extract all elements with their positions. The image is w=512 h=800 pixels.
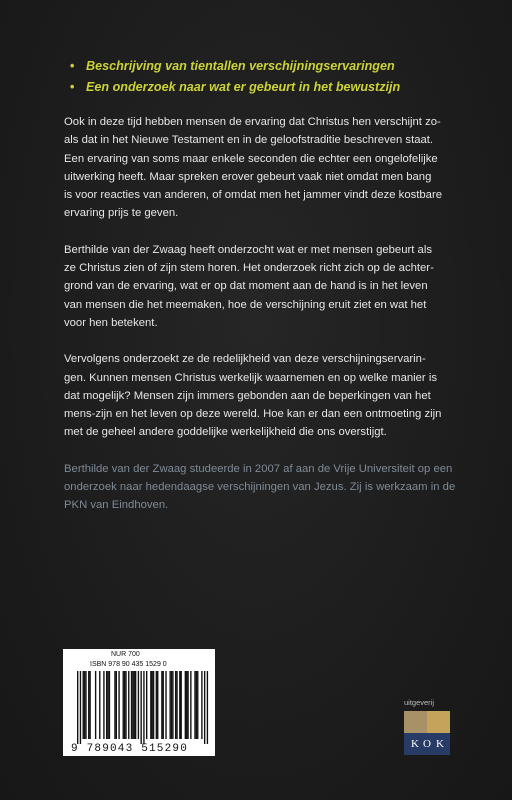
paragraph-reasonableness: Vervolgens onderzoekt ze de redelijkheid van deze verschijningservarin- gen. Kunnen mensen Christus werkelijk waarnemen en op welke manier is dat mogelijk? Mensen zijn immers gebonden aan de beperkingen van het mens-zijn en het leven op deze wereld. Hoe kan er dan een ontmoeting zijn met de geheel andere goddelijke werkelijkheid die ons overstijgt.	[64, 353, 442, 439]
barcode-bar	[187, 671, 188, 739]
bullet-marker: •	[70, 59, 75, 73]
barcode-bar	[140, 671, 141, 744]
barcode-bar	[114, 671, 115, 739]
barcode-bar	[123, 671, 124, 739]
barcode-bar	[194, 671, 195, 739]
barcode-bar	[204, 671, 205, 744]
barcode-bar	[95, 671, 96, 739]
bullet-text: Beschrijving van tientallen verschijningservaringen	[86, 59, 395, 73]
barcode-bar	[153, 671, 154, 739]
barcode-bar	[138, 671, 139, 739]
barcode-bar	[186, 671, 187, 739]
barcode-bar	[107, 671, 108, 739]
logo-letter: K	[411, 738, 419, 750]
barcode-bar	[118, 671, 119, 739]
barcode-bar	[89, 671, 90, 739]
barcode-bar	[171, 671, 172, 739]
author-bio: Berthilde van der Zwaag studeerde in 2007 af aan de Vrije Universiteit op een onderzoek naar hedendaagse verschijningen van Jezus. Zij is werkzaam in de PKN van Eindhoven.	[64, 462, 456, 512]
barcode-bar	[88, 671, 89, 739]
barcode-bar	[169, 671, 170, 739]
barcode-bar	[85, 671, 86, 739]
barcode-bar	[135, 671, 136, 739]
paragraph-research: Berthilde van der Zwaag heeft onderzocht wat er met mensen gebeurt als ze Christus zien of zijn stem horen. Het onderzoek richt zich op de achter- grond van de ervaring, wat er op dat moment aan de hand is in het leven van mensen die het meemaken, hoe de verschijning eruit ziet en wat het voor hen betekent.	[64, 243, 434, 329]
logo-letter: K	[436, 738, 444, 750]
logo-block-gold	[427, 711, 450, 733]
barcode-bar	[196, 671, 197, 739]
barcode-bar	[152, 671, 153, 739]
bullet-item	[70, 77, 490, 98]
barcode-bar	[83, 671, 84, 739]
barcode-bar	[190, 671, 191, 739]
barcode-bar	[176, 671, 177, 739]
barcode-digits: 9 789043 515290	[71, 743, 189, 755]
highlight-bullets	[70, 56, 490, 98]
bullet-item	[70, 56, 490, 77]
barcode-bar	[77, 671, 78, 744]
barcode-bar	[103, 671, 104, 739]
kok-logo-icon	[404, 711, 450, 755]
blurb	[64, 113, 476, 533]
barcode-bar	[132, 671, 133, 739]
barcode-bar	[172, 671, 173, 739]
barcode-bar	[185, 671, 186, 739]
barcode-bar	[181, 671, 182, 739]
barcode-bar	[80, 671, 81, 744]
barcode-bar	[163, 671, 164, 739]
barcode-bar	[175, 671, 176, 739]
barcode-panel	[63, 649, 215, 756]
barcode-bar	[128, 671, 129, 739]
paragraph-intro: Ook in deze tijd hebben mensen de ervaring dat Christus hen verschijnt zo- als dat in het Nieuwe Testament en in de geloofstraditie beschreven staat. Een ervaring van soms maar enkele seconden die echter een ongelofelijke uitwerking heeft. Maar spreken erover gebeurt vaak niet omdat men bang is voor reacties van anderen, of omdat men het jammer vindt deze kostbare ervaring prijs te geven.	[64, 116, 443, 220]
barcode-bar	[116, 671, 117, 739]
barcode-bar	[207, 671, 208, 744]
barcode-bar	[99, 671, 100, 739]
barcode-bar	[161, 671, 162, 739]
barcode-bar	[156, 671, 157, 739]
barcode-bar	[201, 671, 202, 739]
barcode-bar	[109, 671, 110, 739]
barcode-bar	[125, 671, 126, 739]
logo-block-tan	[404, 711, 427, 733]
barcode-bar	[157, 671, 158, 739]
barcode-bar	[106, 671, 107, 739]
logo-letter: O	[423, 738, 431, 750]
publisher-label: uitgeverij	[404, 698, 435, 707]
barcode-bar	[146, 671, 147, 739]
barcode-bar	[150, 671, 151, 739]
barcode-bar	[131, 671, 132, 739]
barcode-bar	[179, 671, 180, 739]
nur-code: NUR 700	[111, 651, 140, 658]
isbn-code: ISBN 978 90 435 1529 0	[90, 661, 167, 668]
barcode-bar	[143, 671, 144, 744]
barcode-bar	[124, 671, 125, 739]
barcode-bar	[197, 671, 198, 739]
barcode-bar	[134, 671, 135, 739]
bullet-text: Een onderzoek naar wat er gebeurt in het bewustzijn	[86, 80, 401, 94]
bullet-marker: •	[70, 80, 75, 94]
barcode-bar	[165, 671, 166, 739]
barcode-bar	[84, 671, 85, 739]
